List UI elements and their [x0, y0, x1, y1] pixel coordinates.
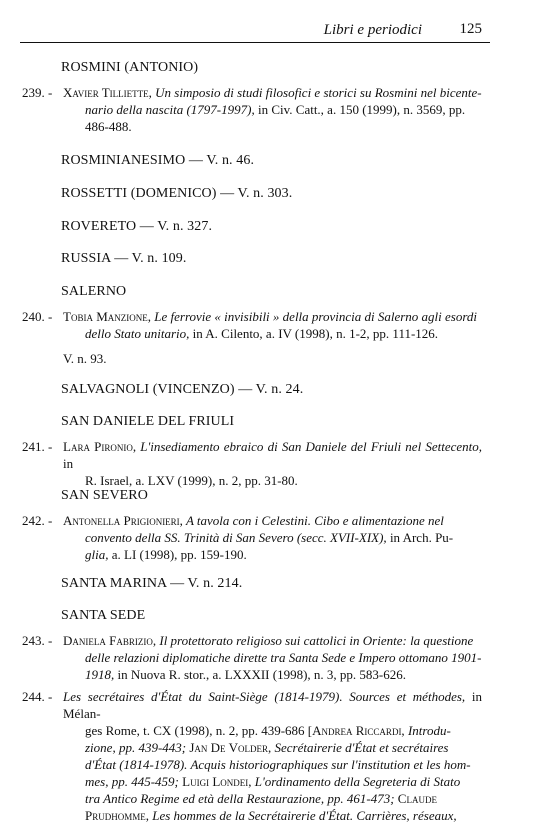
entry-subtitle-cont: d'État (1814-1978). Acquis historiographiques sur l'institution et les hom- [85, 757, 471, 772]
heading-santa-marina: SANTA MARINA — V. n. 214. [61, 576, 243, 591]
entry-240 [22, 308, 482, 342]
entry-title: A tavola con i Celestini. Cibo e alimentazione nel [182, 513, 444, 528]
entry-author: Andrea Riccardi, [312, 723, 405, 738]
entry-citation-rest: a. LI (1998), pp. 159-190. [108, 547, 247, 562]
entry-number: 244. - [22, 689, 53, 704]
entry-subtitle-cont: tra Antico Regime ed età della Restaurazione, pp. 461-473; [85, 791, 398, 806]
entry-author: Antonella Prigionieri, [63, 513, 183, 528]
heading-salerno: SALERNO [61, 284, 127, 299]
entry-number: 243. - [22, 633, 53, 648]
entry-number: 239. - [22, 85, 53, 100]
entry-239 [22, 84, 482, 135]
entry-title-cont: convento della SS. Trinità di San Severo (secc. XVII-XIX), [85, 530, 387, 545]
entry-journal: glia, [85, 547, 109, 562]
entry-author: Lara Pironio, [63, 439, 137, 454]
entry-243 [22, 632, 482, 683]
heading-rossetti: ROSSETTI (DOMENICO) — V. n. 303. [61, 186, 293, 201]
heading-rosmini: ROSMINI (ANTONIO) [61, 60, 199, 75]
entry-number: 240. - [22, 309, 53, 324]
entry-subtitle: L'ordinamento della Segreteria di Stato [251, 774, 461, 789]
entry-author: Prudhomme, [85, 808, 149, 823]
entry-author: Tobia Manzione, [63, 309, 151, 324]
entry-244 [22, 688, 482, 824]
entry-title-cont: delle relazioni diplomatiche dirette tra Santa Sede e Impero ottomano 1901- [85, 650, 482, 665]
entry-title: Il protettorato religioso sui cattolici in Oriente: la questione [156, 633, 474, 648]
entry-author: Xavier Tilliette, [63, 85, 152, 100]
entry-subtitle: Les hommes de la Secrétairerie d'État. Carrières, réseaux, [148, 808, 457, 823]
entry-citation: in A. Cilento, a. IV (1998), n. 1-2, pp. 111-126. [189, 326, 439, 341]
heading-san-daniele: SAN DANIELE DEL FRIULI [61, 414, 235, 429]
entry-title: Un simposio di studi filosofici e storici su Rosmini nel bicente- [151, 85, 482, 100]
entry-pages: 486-488. [85, 119, 132, 134]
entry-author: Jan De Volder, [189, 740, 272, 755]
entry-citation: in Nuova R. stor., a. LXXXII (1998), n. 3, pp. 583-626. [114, 667, 406, 682]
entry-title-cont: dello Stato unitario, [85, 326, 190, 341]
entry-subtitle: Secrétairerie d'État et secrétaires [271, 740, 449, 755]
entry-title-end: 1918, [85, 667, 115, 682]
entry-title: Les secrétaires d'État du Saint-Siège (1814-1979). Sources et méthodes, [63, 689, 466, 704]
entry-title-cont: nario della nascita (1797-1997), [85, 102, 255, 117]
entry-242 [22, 512, 482, 563]
entry-citation-cont: ges Rome, t. CX (1998), n. 2, pp. 439-686 [ [85, 723, 313, 738]
entry-citation: in Civ. Catt., a. 150 (1999), n. 3569, pp. [254, 102, 466, 117]
entry-author: Daniela Fabrizio, [63, 633, 157, 648]
entry-citation: R. Israel, a. LXV (1999), n. 2, pp. 31-80. [85, 473, 298, 488]
heading-santa-sede: SANTA SEDE [61, 608, 146, 623]
entry-number: 241. - [22, 439, 53, 454]
entry-citation: in Arch. Pu- [386, 530, 454, 545]
heading-rovereto: ROVERETO — V. n. 327. [61, 219, 213, 234]
entry-subtitle: Introdu- [404, 723, 451, 738]
heading-salvagnoli: SALVAGNOLI (VINCENZO) — V. n. 24. [61, 382, 304, 397]
entry-author: Claude [397, 791, 437, 806]
heading-russia: RUSSIA — V. n. 109. [61, 251, 187, 266]
running-header [20, 22, 490, 43]
entry-subtitle-cont: zione, pp. 439-443; [85, 740, 190, 755]
entry-in: in [63, 456, 74, 471]
see-also-note: V. n. 93. [63, 351, 107, 366]
entry-241 [22, 438, 482, 489]
heading-san-severo: SAN SEVERO [61, 488, 148, 503]
entry-title: L'insediamento ebraico di San Daniele del Friuli nel Settecento, [136, 439, 483, 454]
entry-author: Luigi Londei, [182, 774, 252, 789]
entry-title: Le ferrovie « invisibili » della provincia di Salerno agli esordi [151, 309, 478, 324]
page-number: 125 [459, 21, 482, 37]
entry-citation: in Mélan- [63, 689, 482, 721]
heading-rosminianesimo: ROSMINIANESIMO — V. n. 46. [61, 153, 255, 168]
entry-subtitle-cont: mes, pp. 445-459; [85, 774, 183, 789]
entry-number: 242. - [22, 513, 53, 528]
running-title: Libri e periodici [323, 22, 422, 38]
